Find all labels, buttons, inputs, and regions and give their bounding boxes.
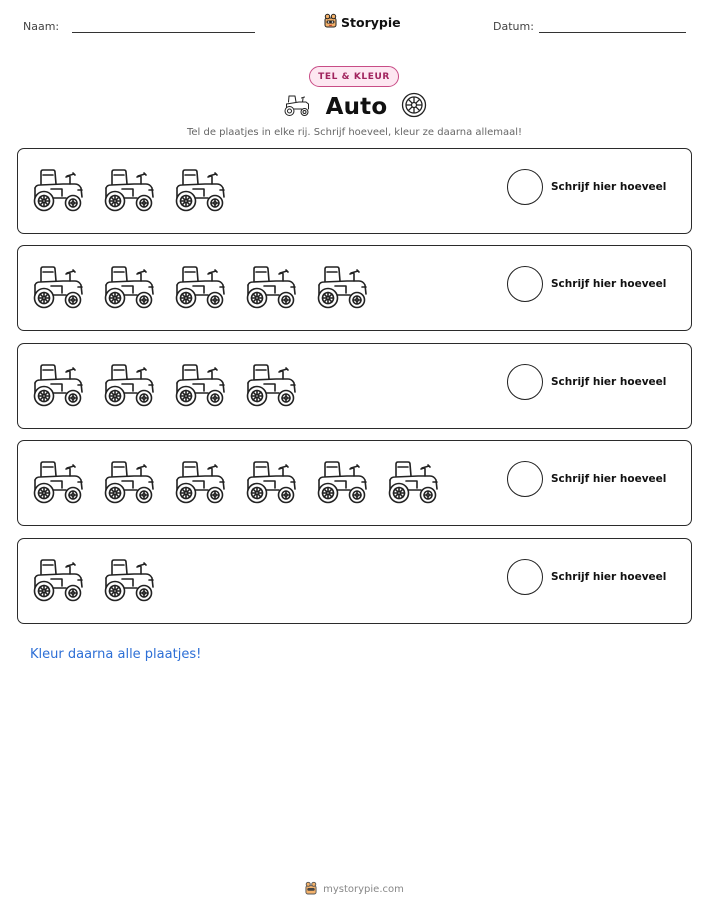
- tractor-icon: [171, 262, 229, 310]
- tractor-icon: [313, 457, 371, 505]
- tractor-icon-group: [29, 262, 371, 310]
- date-line[interactable]: [539, 32, 686, 33]
- tractor-icon: [100, 457, 158, 505]
- footer: [0, 880, 709, 899]
- answer-label: Schrijf hier hoeveel: [551, 376, 667, 388]
- instructions: Tel de plaatjes in elke rij. Schrijf hoeveel, kleur ze daarna allemaal!: [186, 127, 523, 138]
- tractor-icon: [29, 555, 87, 603]
- tractor-icon: [242, 262, 300, 310]
- tractor-icon-group: [29, 165, 229, 213]
- category-badge: TEL & KLEUR: [309, 66, 399, 87]
- answer-circle[interactable]: [507, 169, 543, 205]
- answer-label: Schrijf hier hoeveel: [551, 181, 667, 193]
- brand-name: Storypie: [341, 15, 401, 30]
- tractor-icon: [171, 165, 229, 213]
- date-label: Datum:: [493, 20, 534, 33]
- tractor-icon: [100, 360, 158, 408]
- tractor-icon: [242, 360, 300, 408]
- answer-circle[interactable]: [507, 364, 543, 400]
- storypie-logo-icon: [324, 13, 337, 32]
- title-row: [0, 92, 709, 122]
- answer-circle[interactable]: [507, 461, 543, 497]
- footer-url: mystorypie.com: [323, 884, 404, 895]
- tractor-icon: [282, 93, 312, 121]
- count-row: [17, 245, 692, 331]
- answer-label: Schrijf hier hoeveel: [551, 571, 667, 583]
- tractor-icon: [242, 457, 300, 505]
- count-row: [17, 440, 692, 526]
- tractor-icon-group: [29, 360, 300, 408]
- storypie-logo-icon: [305, 880, 317, 899]
- count-row: [17, 343, 692, 429]
- tractor-icon-group: [29, 555, 158, 603]
- wheel-icon: [401, 92, 427, 122]
- tractor-icon: [100, 262, 158, 310]
- brand: [324, 13, 401, 32]
- tractor-icon: [29, 165, 87, 213]
- answer-circle[interactable]: [507, 559, 543, 595]
- name-label: Naam:: [23, 20, 60, 33]
- tractor-icon: [384, 457, 442, 505]
- answer-label: Schrijf hier hoeveel: [551, 278, 667, 290]
- tractor-icon: [100, 555, 158, 603]
- tractor-icon: [100, 165, 158, 213]
- tractor-icon-group: [29, 457, 442, 505]
- answer-label: Schrijf hier hoeveel: [551, 473, 667, 485]
- tractor-icon: [29, 360, 87, 408]
- name-line[interactable]: [72, 32, 255, 33]
- tractor-icon: [313, 262, 371, 310]
- answer-circle[interactable]: [507, 266, 543, 302]
- page-title: Auto: [325, 94, 388, 120]
- tractor-icon: [171, 360, 229, 408]
- coloring-note: Kleur daarna alle plaatjes!: [30, 647, 202, 662]
- tractor-icon: [29, 457, 87, 505]
- count-row: [17, 148, 692, 234]
- tractor-icon: [171, 457, 229, 505]
- tractor-icon: [29, 262, 87, 310]
- count-row: [17, 538, 692, 624]
